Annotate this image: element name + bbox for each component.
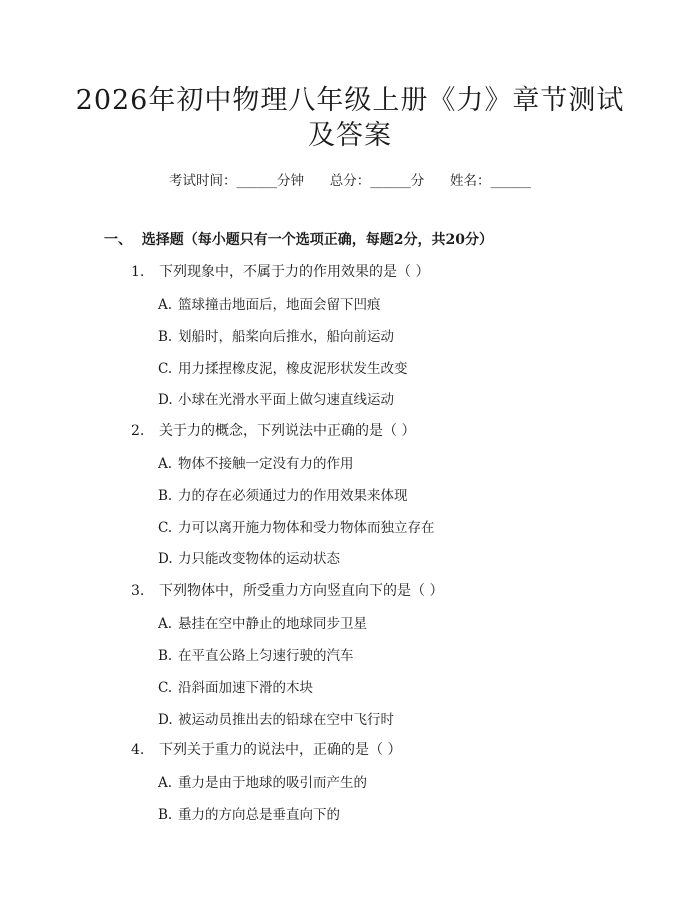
option-text: 划船时，船桨向后推水，船向前运动 xyxy=(178,329,394,345)
question-number: 4. xyxy=(131,742,145,758)
question-text: 下列物体中，所受重力方向竖直向下的是（ ） xyxy=(159,583,444,599)
option-letter: B. xyxy=(158,648,173,664)
q2-option-c xyxy=(158,516,435,536)
exam-title-line1: 2026年初中物理八年级上册《力》章节测试 xyxy=(75,85,625,116)
option-letter: D. xyxy=(158,551,173,567)
q3-option-a xyxy=(158,612,367,632)
option-letter: C. xyxy=(158,520,173,536)
q1-option-d xyxy=(158,388,394,408)
option-text: 沿斜面加速下滑的木块 xyxy=(178,680,313,696)
q1-option-c xyxy=(158,357,408,377)
option-letter: B. xyxy=(158,807,173,823)
option-letter: C. xyxy=(158,680,173,696)
option-letter: B. xyxy=(158,488,173,504)
option-text: 篮球撞击地面后，地面会留下凹痕 xyxy=(178,297,381,313)
option-letter: B. xyxy=(158,329,173,345)
q2-option-b xyxy=(158,484,408,504)
option-text: 力只能改变物体的运动状态 xyxy=(178,551,340,567)
q3-option-b xyxy=(158,644,354,664)
section-heading: 一、 选择题（每小题只有一个选项正确，每题2分，共20分） xyxy=(104,232,493,248)
question-1 xyxy=(131,261,429,281)
q4-option-a xyxy=(158,771,367,791)
exam-info-line: 考试时间：______分钟 总分：______分 姓名：______ xyxy=(169,173,531,189)
option-letter: A. xyxy=(158,297,173,313)
option-text: 在平直公路上匀速行驶的汽车 xyxy=(178,648,354,664)
option-text: 重力是由于地球的吸引而产生的 xyxy=(178,775,367,791)
option-text: 物体不接触一定没有力的作用 xyxy=(178,456,354,472)
question-text: 下列现象中，不属于力的作用效果的是（ ） xyxy=(159,264,430,280)
option-text: 用力揉捏橡皮泥，橡皮泥形状发生改变 xyxy=(178,361,408,377)
option-text: 力可以离开施力物体和受力物体而独立存在 xyxy=(178,520,435,536)
question-4 xyxy=(131,739,401,759)
option-letter: A. xyxy=(158,775,173,791)
q2-option-a xyxy=(158,452,354,472)
option-letter: D. xyxy=(158,392,173,408)
question-number: 2. xyxy=(131,423,145,439)
option-letter: C. xyxy=(158,361,173,377)
q4-option-b xyxy=(158,803,340,823)
q1-option-b xyxy=(158,325,394,345)
q1-option-a xyxy=(158,293,381,313)
option-letter: A. xyxy=(158,616,173,632)
option-text: 被运动员推出去的铅球在空中飞行时 xyxy=(178,712,394,728)
option-letter: A. xyxy=(158,456,173,472)
question-3 xyxy=(131,580,443,600)
question-text: 关于力的概念，下列说法中正确的是（ ） xyxy=(159,423,416,439)
option-text: 重力的方向总是垂直向下的 xyxy=(178,807,340,823)
question-number: 3. xyxy=(131,583,145,599)
q3-option-c xyxy=(158,676,313,696)
question-text: 下列关于重力的说法中，正确的是（ ） xyxy=(159,742,402,758)
q3-option-d xyxy=(158,708,394,728)
exam-title-line2: 及答案 xyxy=(308,120,392,151)
option-text: 力的存在必须通过力的作用效果来体现 xyxy=(178,488,408,504)
option-text: 小球在光滑水平面上做匀速直线运动 xyxy=(178,392,394,408)
option-text: 悬挂在空中静止的地球同步卫星 xyxy=(178,616,367,632)
q2-option-d xyxy=(158,547,340,567)
option-letter: D. xyxy=(158,712,173,728)
question-number: 1. xyxy=(131,264,145,280)
question-2 xyxy=(131,420,415,440)
